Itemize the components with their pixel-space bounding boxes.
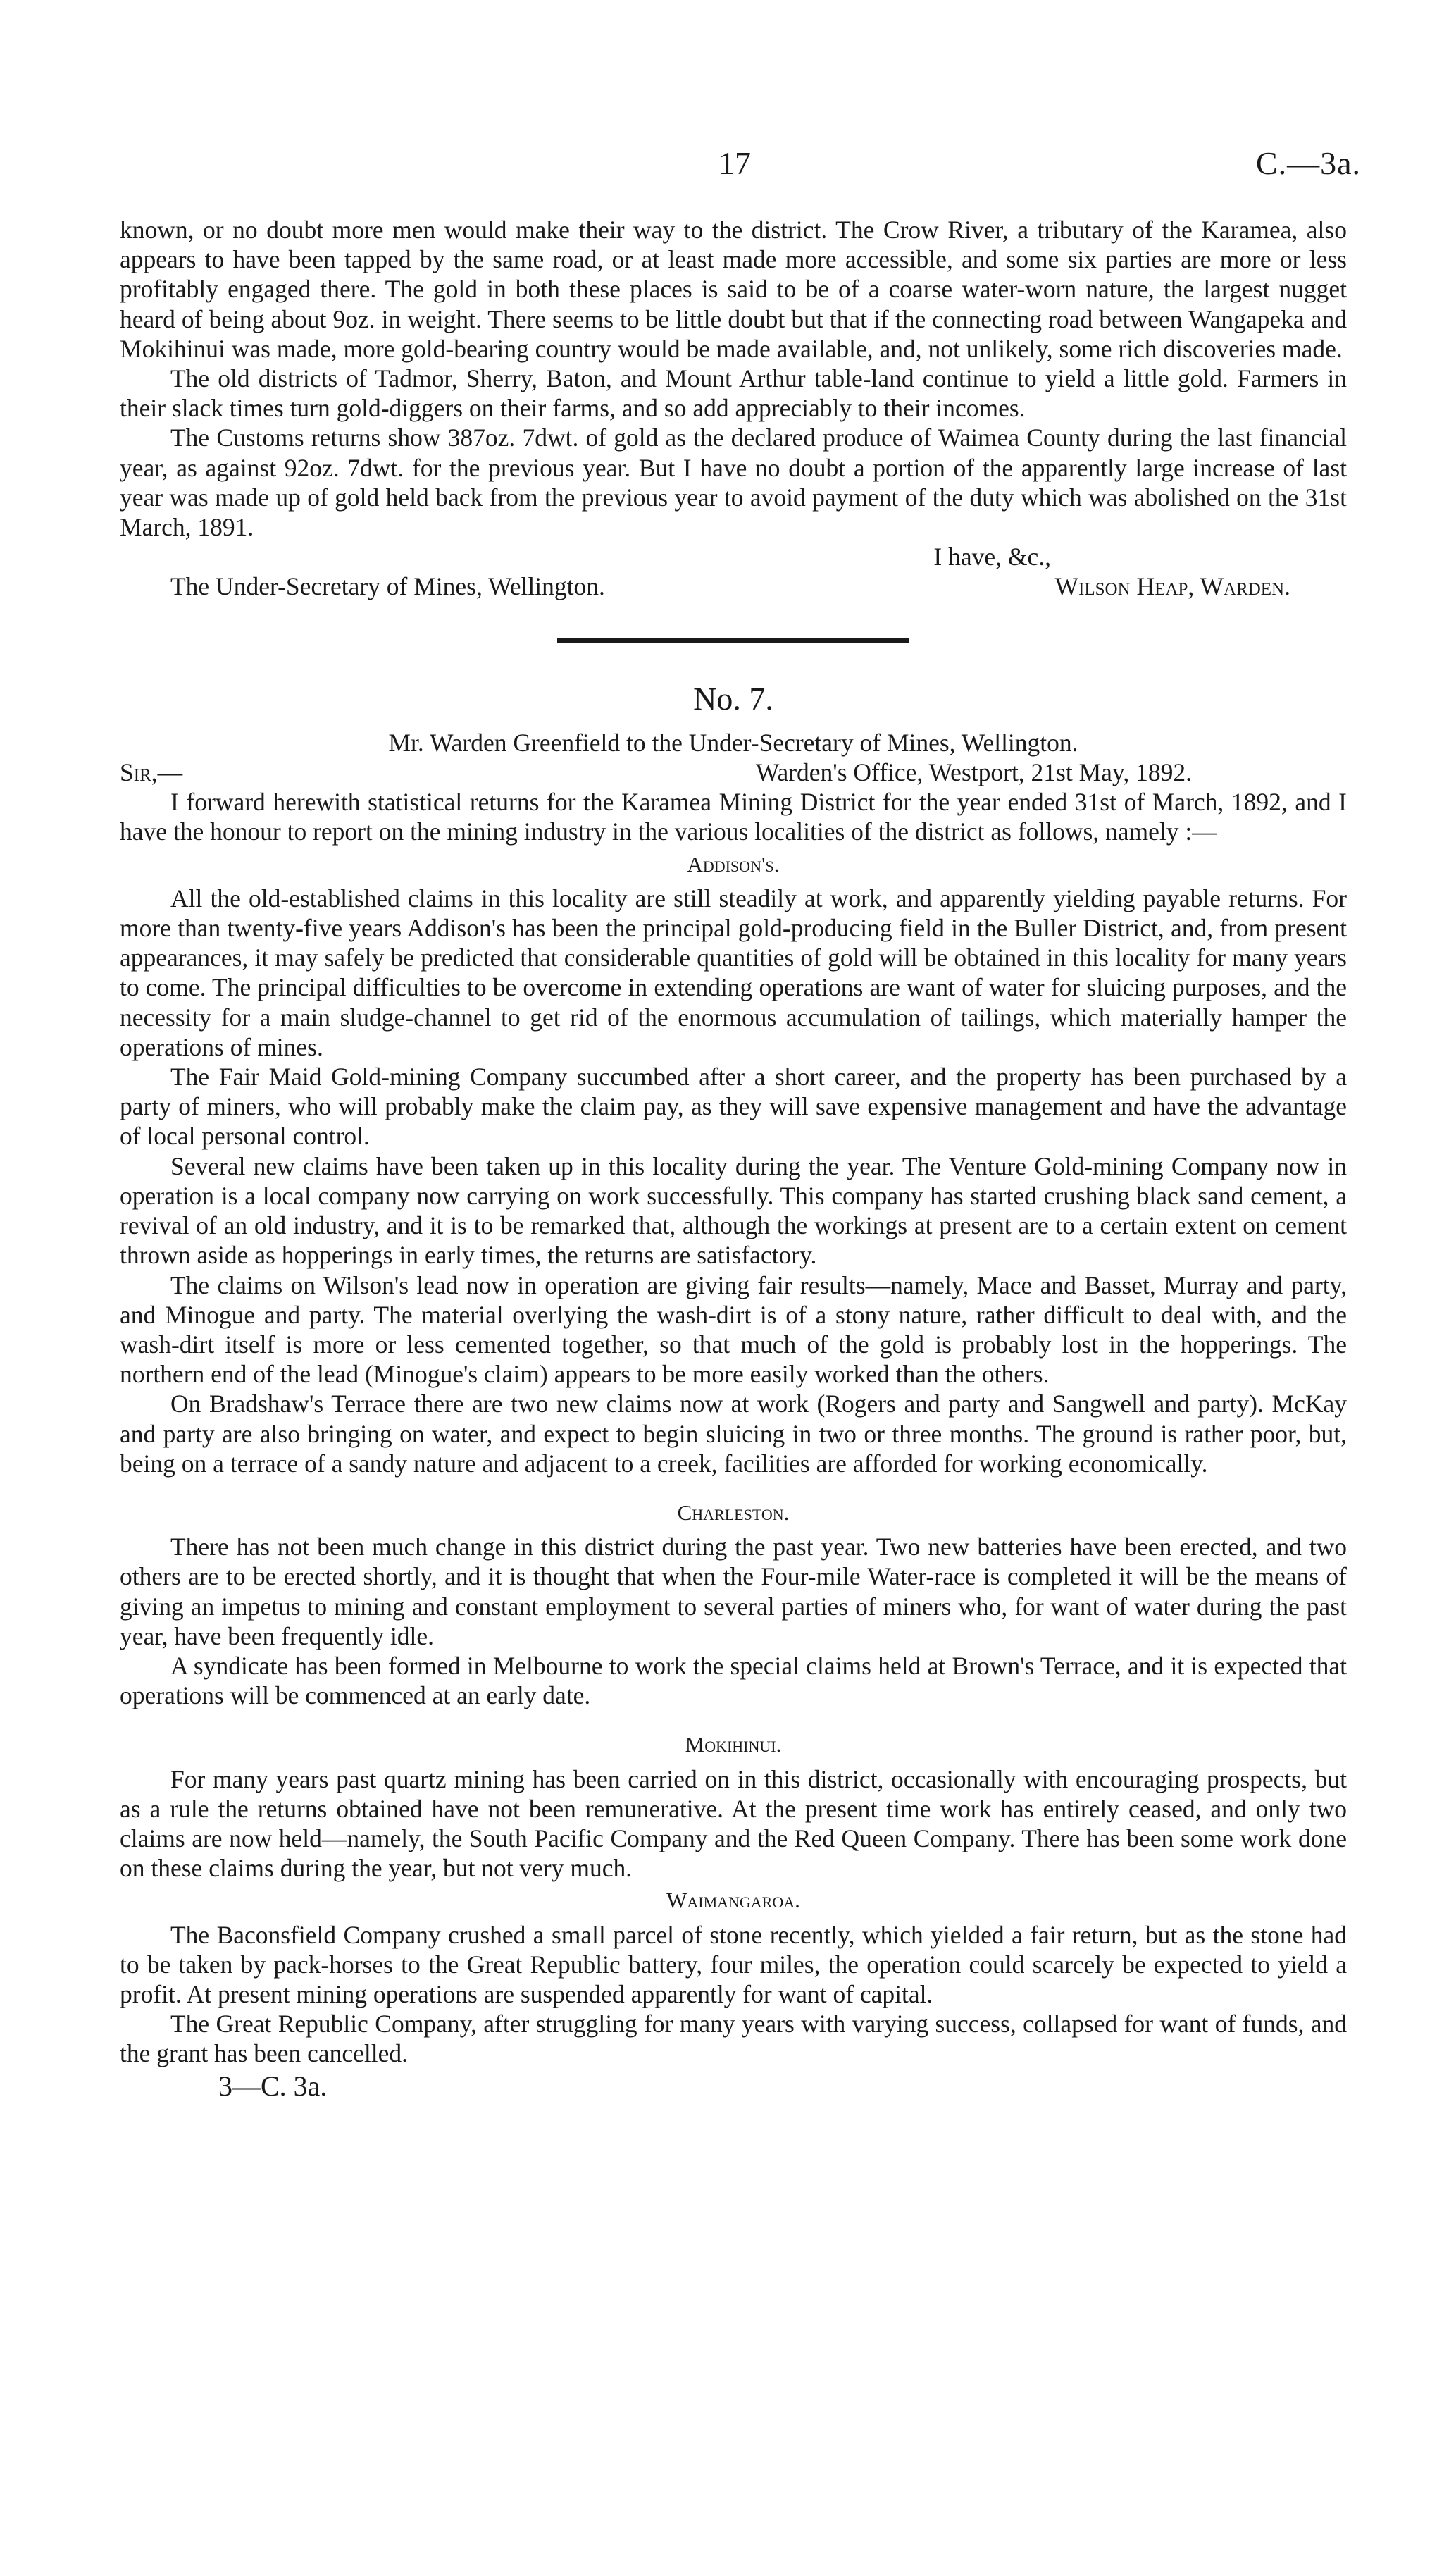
paragraph: A syndicate has been formed in Melbourne to work the special claims held at Brown's Terrace, and it is expected that operations will be commenced at an early date.: [120, 1651, 1347, 1710]
closing-line: I have, &c.,: [933, 543, 1051, 571]
paragraph: The Fair Maid Gold-mining Company succumbed after a short career, and the property has been purchased by a party of miners, who will probably make the claim pay, as they will save expensive management and have the advantage of local personal control.: [120, 1063, 1347, 1151]
page-number: 17: [718, 145, 751, 181]
signature-reference: 3—C. 3a.: [218, 2070, 328, 2102]
report-title: Mr. Warden Greenfield to the Under-Secretary of Mines, Wellington.: [388, 728, 1078, 757]
section-heading: Mokihinui.: [685, 1732, 782, 1757]
page-header: [0, 144, 1456, 187]
section-heading: Waimangaroa.: [666, 1888, 800, 1913]
paragraph: The Baconsfield Company crushed a small parcel of stone recently, which yielded a fair return, but as the stone had to be taken by pack-horses to the Great Republic battery, four miles, the operation could scarcely be expected to yield a profit. At present mining operations are suspended apparently for want of capital.: [120, 1920, 1347, 2008]
signature-row: [120, 571, 1347, 601]
body-text: [120, 215, 1347, 2101]
paragraph: On Bradshaw's Terrace there are two new claims now at work (Rogers and party and Sangwell and party). McKay and party are also bringing on water, and expect to begin sluicing in two or three months. The ground is rather poor, but, being on a terrace of a sandy nature and adjacent to a creek, facilities are afforded for working economically.: [120, 1390, 1347, 1478]
paragraph: known, or no doubt more men would make their way to the district. The Crow River, a tributary of the Karamea, also appears to have been tapped by the same road, or at least made more accessible, and some six parties are more or less profitably engaged there. The gold in both these places is said to be of a coarse water-worn nature, the largest nugget heard of being about 9oz. in weight. There seems to be little doubt but that if the connecting road between Wangapeka and Mokihinui was made, more gold-bearing country would be made available, and, not unlikely, some rich discoveries made.: [120, 216, 1347, 363]
paragraph: The claims on Wilson's lead now in operation are giving fair results—namely, Mace and Basset, Murray and party, and Minogue and party. The material overlying the wash-dirt is of a stony nature, rather difficult to deal with, and the wash-dirt itself is more or less cemented together, so that much of the gold is probably lost in the hopperings. The northern end of the lead (Minogue's claim) appears to be more easily worked than the others.: [120, 1270, 1347, 1389]
report-number: No. 7.: [693, 680, 773, 717]
salutation: Sir,—: [120, 758, 183, 787]
office-address: Warden's Office, Westport, 21st May, 1892.: [755, 758, 1192, 787]
section-heading: Charleston.: [677, 1499, 790, 1525]
paragraph: The Great Republic Company, after struggling for many years with varying success, collapsed for want of funds, and the grant has been cancelled.: [120, 2010, 1347, 2068]
section-divider: [557, 638, 909, 643]
paragraph: For many years past quartz mining has been carried on in this district, occasionally with encouraging prospects, but as a rule the returns obtained have not been remunerative. At the present time work has entirely ceased, and only two claims are now held—namely, the South Pacific Company and the Red Queen Company. There has been some work done on these claims during the year, but not very much.: [120, 1764, 1347, 1883]
paragraph: Several new claims have been taken up in this locality during the year. The Venture Gold-mining Company now in operation is a local company now carrying on work successfully. This company has started crushing black sand cement, a revival of an old industry, and it is to be remarked that, although the workings at present are to a certain extent on cement thrown aside as hopperings in early times, the returns are satisfactory.: [120, 1151, 1347, 1270]
salutation-row: [120, 757, 1347, 787]
paragraph: All the old-established claims in this locality are still steadily at work, and apparently yielding payable returns. For more than twenty-five years Addison's has been the principal gold-producing field in the Buller District, and, from present appearances, it may safely be predicted that considerable quantities of gold will be obtained in this locality for many years to come. The principal difficulties to be overcome in extending operations are want of water for sluicing purposes, and the necessity for a main sludge-channel to get rid of the enormous accumulation of tailings, which materially hamper the operations of mines.: [120, 884, 1347, 1061]
intro-paragraph: I forward herewith statistical returns for the Karamea Mining District for the year ended 31st of March, 1892, and I have the honour to report on the mining industry in the various localities of the district as follows, namely :—: [120, 788, 1347, 846]
paragraph: There has not been much change in this district during the past year. Two new batteries have been erected, and two others are to be erected shortly, and it is thought that when the Four-mile Water-race is completed it will be the means of giving an impetus to mining and constant employment to several parties of miners who, for want of water during the past year, have been frequently idle.: [120, 1533, 1347, 1650]
signature: Wilson Heap, Warden.: [1054, 572, 1290, 601]
paragraph: The Customs returns show 387oz. 7dwt. of gold as the declared produce of Waimea County during the last financial year, as against 92oz. 7dwt. for the previous year. But I have no doubt a portion of the apparently large increase of last year was made up of gold held back from the previous year to avoid payment of the duty which was abolished on the 31st March, 1891.: [120, 423, 1347, 542]
paragraph: The old districts of Tadmor, Sherry, Baton, and Mount Arthur table-land continue to yield a little gold. Farmers in their slack times turn gold-diggers on their farms, and so add appreciably to their incomes.: [120, 364, 1347, 423]
section-heading: Addison's.: [687, 851, 780, 877]
addressee: The Under-Secretary of Mines, Wellington.: [170, 572, 605, 601]
document-reference: C.—3a.: [1255, 145, 1361, 181]
